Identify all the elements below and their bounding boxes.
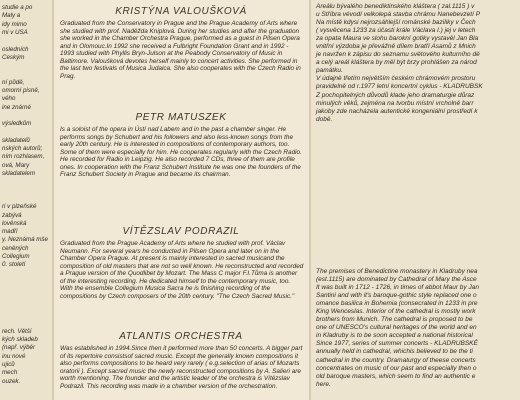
- left-fragment-line: skladatelem: [2, 170, 36, 177]
- left-fragment-line: osledních: [2, 45, 29, 53]
- left-fragment-line: 0. století: [2, 261, 26, 269]
- bio-text-valouskova: Graduated from the Conservatory in Prague and the Prague Academy of Arts where she studied with prof. Naděžda Kniplová. During her studies and after the graduation she worked in the Chamber Orchestra Prague, performed as a guest in Pilsen Opera and in Olomouc.In 1992 she received a Fulbright Foundation Grant and in 1992 - 1993 studied with Phyllis Bryn-Julson at the Peabody Conservatory of Music in Baltimore. Valoušková devotes herself mainly to concert activities. She performed in the last two festivals of Musica Judaica. She also cooperates with the Czech Radio in Prag.: [60, 20, 301, 80]
- left-fragment-line: výsledkům: [2, 120, 32, 128]
- left-fragment-line: madři: [2, 228, 18, 236]
- page-fold-right: [309, 0, 311, 400]
- bio-text-atlantis: Was established in 1994.Since then it performed more than 50 concerts. A bigger part of its repertoire consistsof sacred music. Except the generally known compositions it also performs compositions to be heard very rarely ( e.g.selection of arias of Mozarts oratorii ). Except sacred music the newly reconstructed compositions by A. Salieri are worth mentioning. The founder and the artistic leader of the orchestra is Vítězslav Podrazil. This recording was made in a chamber version of the orchestration.: [60, 345, 303, 390]
- left-fragment-line: ová, Mary: [2, 161, 30, 169]
- left-fragment-line: vého: [2, 95, 16, 103]
- left-fragment-line: (např. výběr: [2, 344, 36, 352]
- left-fragment-line: skladatelů: [2, 136, 30, 144]
- left-fragment-line: omorní pisně,: [2, 87, 40, 94]
- left-fragment-line: kých skladeb: [2, 336, 38, 343]
- bio-text-matuszek: Is a soloist of the opera in Ústí nad Labem and in the past a chamber singer. He performs songs by Schubert and his followers and also less-known songs from the early 20th century. He is interested in compositions of contemporary authors, too. Some of them were especially for him. He cooperates regularly with the Czech Radio. He recorded for Radio in Leipzig. He also recorded 7 CDs, three of them are profile ones. In cooperation with the Franz Schubert Institute he was one the founders of the Franz Schubert Society in Prague and became its chairman.: [60, 126, 302, 179]
- left-fragment-line: nských autorů;: [2, 145, 43, 153]
- monastery-text-english: The premises of Benedictine monastery in Kladruby nea (est.1115) are dominated by Cathedral of Mary the Asce It was built in 1712 - 1726, in times of abbot Maur by Jan Santini and with it's baroque-gothic style replaced one o omance basilica in Bohemia (consecrated in 1233 in pre King Wenceslas. Interior of the cathedral is mostly work brothers from Munich. The cathedral is proposed to be one of UNESCO's cultural heritages of the world and en in Kladruby is to be soon accepted a national historical Since 1977, series of summer concerts - KLADRUBSKÉ annually held in cathedral, whichis believed to be the ti cathedral in the country. Dramaturgy of theese concerts concentrates on music of our past and especially then o old baroque masters, which seem to find an authentic e here.: [316, 268, 479, 388]
- left-fragment-line: ri v plzeňské: [2, 203, 37, 211]
- monastery-text-czech: Areálu bývalého benediktinského kláštera ( zal.1115 ) v u Stříbra vévodí velkolepá stavba chrámu Nanebevzetí P Na místě kdysi nejrozsáhlejší románské baziliky v Čech ( vysvěcena 1233 za účasti krále Václava I.) jej v letech za opata Maura ve slohu barokní gotiky vystavěl Jan Bla vnitřní výzdoba je převážně dílem bratří Asamů z Mnich je navržen k zápisu do seznamu světového kulturního dě a celý areál kláštera by měl být brzy prohlášen za národ památku. V údajně třetím největším českém chrámovém prostoru pravidelně od r.1977 letní koncertní cyklus - KLADRUBSK Z pochopitelných důvodů klade jeho dramaturgie důraz minulých věků, zejména na tvorbu místní vrcholně barr jakoby zde nacházela autentické kongeniální prostředí k době.: [316, 3, 483, 123]
- left-fragment-line: lověnská: [2, 219, 27, 227]
- bio-title-valouskova: KRISTÝNA VALOUŠKOVÁ: [115, 6, 247, 17]
- bio-title-atlantis: ATLANTIS ORCHESTRA: [119, 331, 243, 342]
- left-fragment-line: ním rozhlasem,: [2, 153, 45, 161]
- left-fragment-line: mi v USA: [2, 28, 28, 36]
- left-fragment-line: ine znárné: [2, 103, 31, 111]
- left-fragment-line: studie a po: [2, 4, 33, 11]
- left-fragment-line: inu nové: [2, 352, 26, 360]
- left-fragment-line: zabývá: [2, 211, 22, 219]
- left-panel: [0, 0, 52, 400]
- left-fragment-line: ní půdě,: [2, 78, 25, 86]
- bio-title-matuszek: PETR MATUSZEK: [135, 112, 227, 123]
- left-fragment-line: ujiců: [2, 360, 15, 368]
- left-fragment-line: ceněných: [2, 244, 29, 252]
- left-fragment-line: rech. Větší: [2, 327, 32, 335]
- monastery-panel: [310, 0, 520, 400]
- left-fragment-line: mech: [2, 369, 18, 377]
- left-fragment-line: Maly a: [2, 12, 21, 20]
- biographies-panel: [52, 0, 310, 400]
- left-fragment-line: ouzek.: [2, 377, 21, 385]
- left-fragment-line: Českým: [2, 53, 25, 61]
- left-fragment-line: idy mimo: [2, 20, 27, 28]
- left-fragment-line: y. Neznámá mše: [2, 236, 48, 244]
- page-fold-left: [52, 0, 54, 400]
- left-fragment-line: Collegium: [2, 253, 30, 260]
- bio-title-podrazil: VÍTĚZSLAV PODRAZIL: [122, 226, 240, 237]
- bio-text-podrazil: Graduated from the Prague Academy of Arts where he studied with prof. Václav Neumann. For several years he conducted in Pilsen Opera and later on in the Chamber Opera Prague. At present is mainly interested in sacred musicand the composition of old masters that are not so well known. He reconstructed and recorded a Prague version of the Quodlibet by Mozart. The Mass C major F.I.Tůma is another of the interesting recording. He dedicated himself to the contemporary music, too. With the ensemble Collegium Musica Sacra he is finishing recording of the compositions by Czech composers of the 20th century. "The Czech Sacred Music.": [60, 240, 304, 300]
